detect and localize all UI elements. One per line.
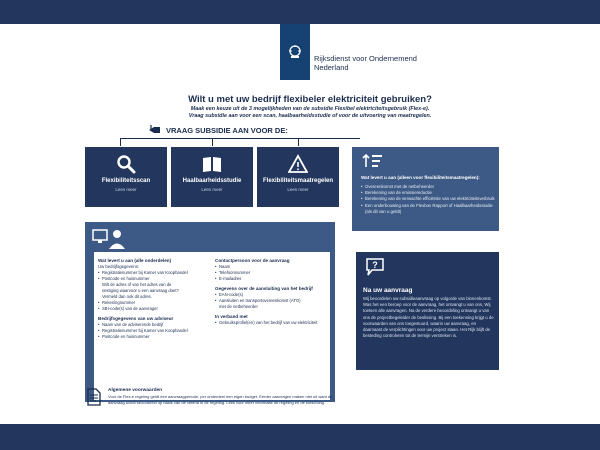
measures-requirements-panel <box>352 147 499 231</box>
bracket-tick <box>120 138 121 146</box>
list-item: • Naam van de adviserende bedrijf <box>98 322 210 328</box>
org-name-line1: Rijksdienst voor Ondernemend <box>314 54 417 63</box>
page-subtitle <box>100 106 520 121</box>
page-title: Wilt u met uw bedrijf flexibeler elektriciteit gebruiken? <box>188 94 432 105</box>
card-haalbaarheidsstudie[interactable] <box>171 147 253 207</box>
logo <box>280 24 310 80</box>
list-item: • SBI-code(s) van de aanvrager <box>98 306 210 312</box>
list-item-continued: Vermeld dan ook dit adres. <box>102 294 152 299</box>
list-item: • Naam <box>215 264 327 270</box>
card-flexibiliteitsscan[interactable] <box>85 147 167 207</box>
list-item-continued: met de netbeheerder <box>219 304 258 309</box>
list-item: • Berekening van de verwachte efficiëntie van uw elektriciteitsverbruik <box>361 196 495 202</box>
list-item: • Berekening van de emissiereductie <box>361 190 495 196</box>
sort-list-icon <box>362 153 384 169</box>
panel-body: Wij beoordelen uw subsidieaanvraag op volgorde van binnenkomst. Was het een beroep voor de aanvraag, het ontvangt u van ons, Wij toetsen alle aanvragen. Na de verdere beoordeling ontvangt u van ons de projectbegeleider de beslissing. Bij een toekenning krijgt u de voorwaarden van ons toegestuurd, waarin uw aanvraag, en daarnaast de verplichtingen voor uw project staan. Het Rijk blijft de besteding controleren tot de termijn verstreken is. <box>363 296 494 339</box>
applicant-requirements-column <box>98 258 210 344</box>
subtitle-line1: Maak een keuze uit de 3 mogelijkheden van de subsidie Flexibel elektriciteitsgebruik (Flex-e). <box>190 106 430 112</box>
org-name <box>314 54 417 72</box>
list-item: • Registratienummer bij Kamer van Koophandel <box>98 328 210 334</box>
list-item: • Een onderbouwing van de Flexbox Rapport of Haalbaarheidsstudie (als dit van u geldt) <box>361 203 495 215</box>
crest-icon <box>285 42 305 62</box>
general-terms-body: Voor de Flex-e regeling geldt een aanvraagperiode, per onderdeel een eigen budget. Eerder aanvragen maken niet uit want de aanvraag wordt beoordeeld op basis van de criteria in de regeling. Lees voor meer informatie de regeling en de toelichting. <box>108 394 333 405</box>
list-item: • Postcode en huisnummer <box>98 276 210 282</box>
hand-pointer-icon <box>148 124 162 136</box>
contact-requirements-column <box>215 258 327 330</box>
subtitle-line2: Vraag subsidie aan voor een scan, haalbaarheidsstudie of voor de uitvoering van maatregelen. <box>188 113 432 120</box>
org-name-line2: Nederland <box>314 63 349 72</box>
bracket-tick <box>298 138 299 146</box>
section-heading: Bedrijfsgegevens van uw adviseur <box>98 316 174 321</box>
section-heading: Gegevens over de aansluiting van het bedrijf <box>215 286 313 291</box>
section-heading: In verband met <box>215 314 248 319</box>
bracket-line <box>120 138 360 139</box>
warning-icon <box>288 154 308 174</box>
after-application-panel <box>356 252 499 370</box>
list-item: • Overeenkomst met de netbeheerder <box>361 184 495 190</box>
list-item: • Telefoonnummer <box>215 270 327 276</box>
top-banner <box>0 0 600 24</box>
bracket-tick <box>212 138 213 146</box>
magnifier-icon <box>116 154 136 174</box>
list-item-continued: vestiging waarvoor u een aanvraag doet? <box>102 288 179 293</box>
person-at-screen-icon <box>92 228 128 250</box>
list-item: • Postcode en huisnummer <box>98 334 210 340</box>
card-title: Flexibiliteitsscan <box>101 178 151 184</box>
svg-text:?: ? <box>372 260 378 270</box>
document-icon <box>87 388 101 406</box>
list-item: • Rekeningnummer <box>98 300 210 306</box>
list-item: • Registratienummer bij Kamer van Koophandel <box>98 270 210 276</box>
request-heading-label: VRAAG SUBSIDIE AAN VOOR DE: <box>166 125 288 135</box>
bottom-banner <box>0 424 600 450</box>
list-item: • Aansluiten en transportovereenkomst (ATO) <box>215 298 327 304</box>
list-item: • Gebruiksprofiel(en) van het bedrijf van uw elektriciteit <box>215 320 327 326</box>
card-title: Flexibiliteitsmaatregelen <box>262 178 334 184</box>
card-flexibiliteitsmaatregelen[interactable] <box>257 147 339 207</box>
request-heading <box>148 124 288 136</box>
card-link[interactable]: Lees meer <box>201 187 223 192</box>
card-link[interactable]: Lees meer <box>287 187 309 192</box>
panel-title: Na uw aanvraag <box>363 287 413 294</box>
card-title: Haalbaarheidsstudie <box>182 178 242 184</box>
question-bubble-icon <box>366 258 384 276</box>
panel-title: Wat levert u aan (alleen voor flexibiliteitsmaatregelen): <box>361 175 480 180</box>
section-heading: Contactpersoon voor de aanvraag <box>215 258 290 263</box>
section-heading: Wat levert u aan (alle onderdelen) <box>98 258 172 263</box>
general-terms-title: Algemene voorwaarden <box>108 388 163 393</box>
book-icon <box>202 154 222 174</box>
list-item-continued: Wilt de adres of van het adres van de <box>102 282 172 287</box>
card-link[interactable]: Lees meer <box>115 187 137 192</box>
list-item: • EAN-code(s) <box>215 292 327 298</box>
section-subheading: Uw bedrijfsgegevens: <box>98 264 140 269</box>
list-item: • E-mailadres <box>215 276 327 282</box>
